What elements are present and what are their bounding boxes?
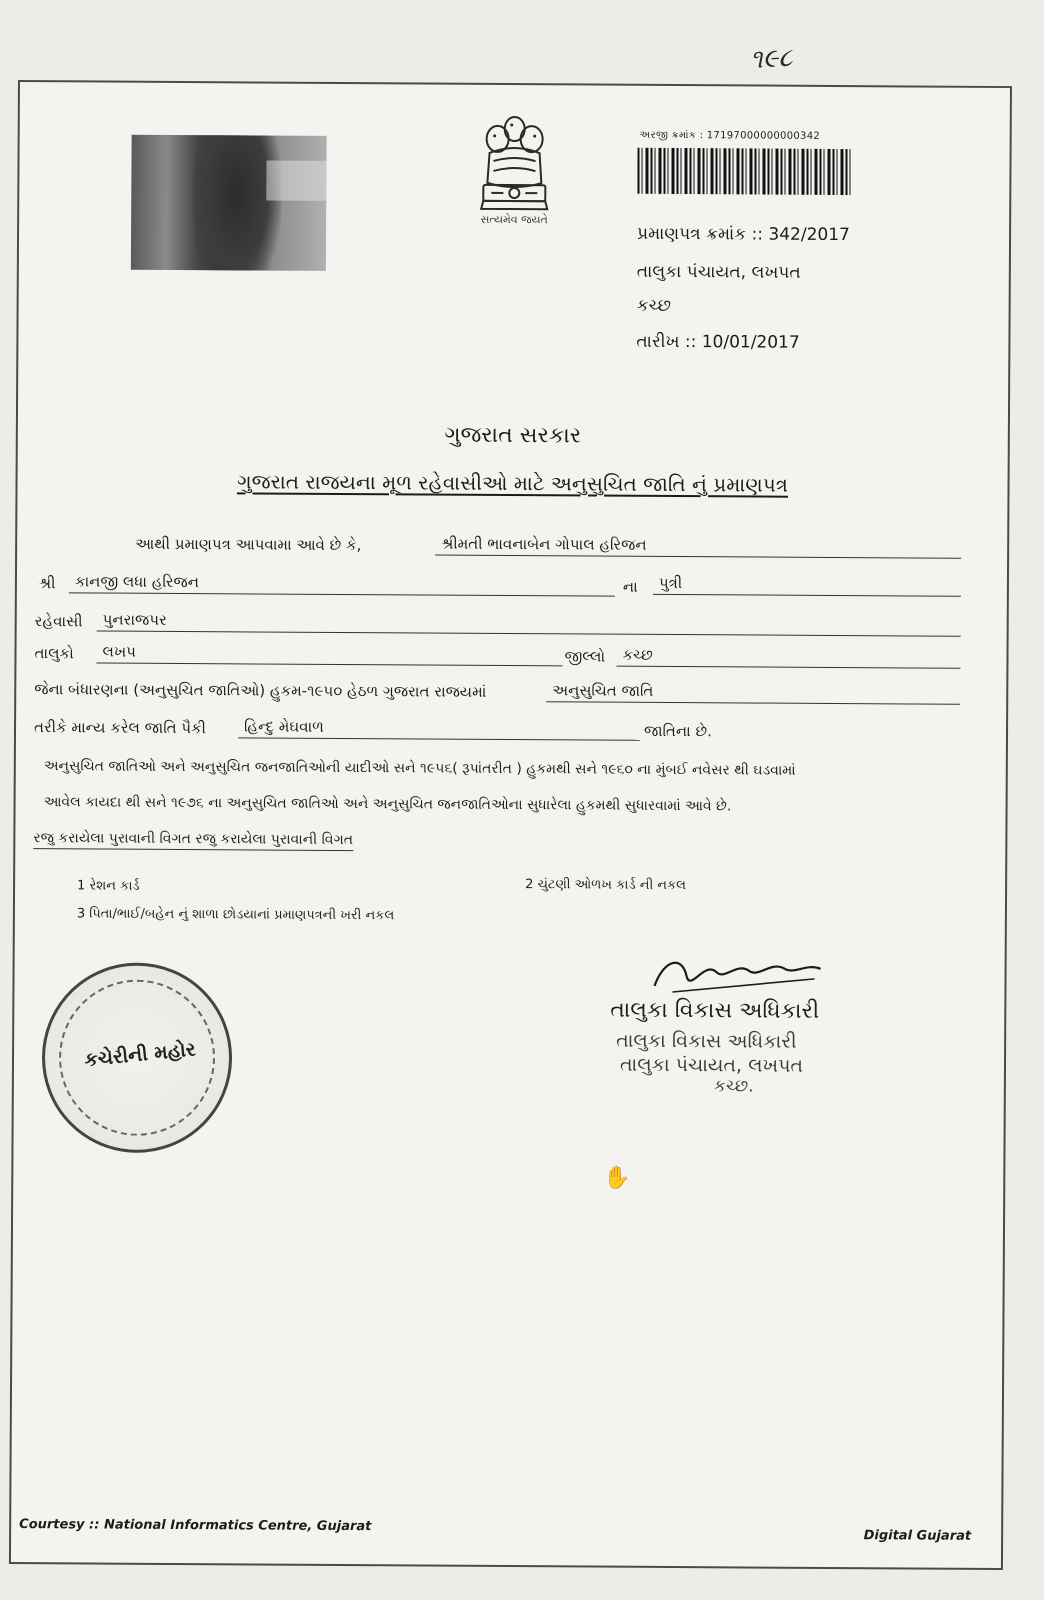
taluka-label: તાલુકો <box>34 644 74 663</box>
barcode <box>637 148 851 195</box>
shri-label: શ્રી <box>38 574 56 593</box>
recognized-label: તરીકે માન્ય કરેલ જાતિ પૈકી <box>33 718 207 738</box>
father-name: કાનજી લધા હરિજન <box>69 572 615 596</box>
issuing-district: કચ્છ <box>636 295 671 316</box>
page-number: ૧૯૮ <box>749 42 794 76</box>
legal-note-line2: આવેલ કાયદા થી સને ૧૯૭૬ ના અનુસુચિત જાતિઓ અને અનુસુચિત જનજાતિઓના સુધારેલા હુકમથી સુધારવામાં આવે છે. <box>43 794 732 815</box>
evidence-item-1: 1 રેશન કાર્ડ <box>77 878 140 894</box>
emblem-caption: સત્યમેવ જયતે <box>480 212 548 227</box>
courtesy-footer: Courtesy :: National Informatics Centre, Gujarat <box>19 1517 372 1535</box>
rubber-stamp-line1: તાલુકા વિકાસ અધિકારી <box>616 1029 797 1053</box>
district-label: જીલ્લો <box>564 647 606 666</box>
caste-suffix: જાતિના છે. <box>643 721 712 741</box>
digital-gujarat-footer: Digital Gujarat <box>863 1528 972 1544</box>
certificate-sheet <box>9 80 1012 1570</box>
resident-label: રહેવાસી <box>34 612 83 631</box>
caste-value: હિન્દુ મેઘવાળ <box>238 717 640 740</box>
signatory-title: તાલુકા વિકાસ અધિકારી <box>610 997 820 1024</box>
district-value: કચ્છ <box>616 646 960 669</box>
resident-place: પુનરાજપર <box>97 610 961 636</box>
taluka-value: લખપ <box>96 642 562 666</box>
holder-name: શ્રીમતી ભાવનાબેન ગોપાલ હરિજન <box>435 535 961 559</box>
office-seal <box>41 962 232 1153</box>
of-label: ના <box>622 577 638 596</box>
government-title: ગુજરાત સરકાર <box>444 422 582 449</box>
certificate-number: પ્રમાણપત્ર ક્રમાંક :: 342/2017 <box>637 223 850 246</box>
category-value: અનુસુચિત જાતિ <box>546 681 960 705</box>
intro-label: આથી પ્રમાણપત્ર આપવામા આવે છે કે, <box>135 534 362 555</box>
signature <box>644 948 844 999</box>
evidence-item-3: 3 પિતા/ભાઈ/બહેન નું શાળા છોડયાનાં પ્રમાણપત્રની ખરી નકલ <box>76 906 395 924</box>
order-label: જેના બંધારણના (અનુસુચિત જાતિઓ) હુકમ-૧૯૫૦ હેઠળ ગુજરાત રાજયમાં <box>34 680 487 701</box>
relation: પુત્રી <box>653 574 961 597</box>
evidence-heading: રજુ કરાયેલા પુરાવાની વિગત રજુ કરાયેલા પુરાવાની વિગત <box>33 830 353 851</box>
applicant-photo <box>131 135 327 271</box>
certificate-title: ગુજરાત રાજયના મૂળ રહેવાસીઓ માટે અનુસુચિત જાતિ નું પ્રમાણપત્ર <box>236 469 789 497</box>
ink-mark: ✋ <box>603 1165 631 1191</box>
issue-date: તારીખ :: 10/01/2017 <box>636 331 800 353</box>
application-number: અરજી ક્રમાંક : 17197000000000342 <box>639 129 821 142</box>
seal-text: કચેરીની મહોર <box>83 1038 197 1072</box>
issuing-office: તાલુકા પંચાયત, લખપત <box>636 261 801 283</box>
rubber-stamp-line2: તાલુકા પંચાયત, લખપત <box>619 1053 804 1077</box>
evidence-item-2: 2 ચુંટણી ઓળખ કાર્ડ ની નકલ <box>525 877 687 894</box>
rubber-stamp-line3: કચ્છ. <box>713 1076 754 1097</box>
legal-note-line1: અનુસુચિત જાતિઓ અને અનુસુચિત જનજાતિઓની યાદીઓ સને ૧૯૫૬( રૂપાંતરીત ) હુકમથી સને ૧૯૬૦ ના મુંબઈ નવેસર થી ઘડવામાં <box>43 758 796 779</box>
